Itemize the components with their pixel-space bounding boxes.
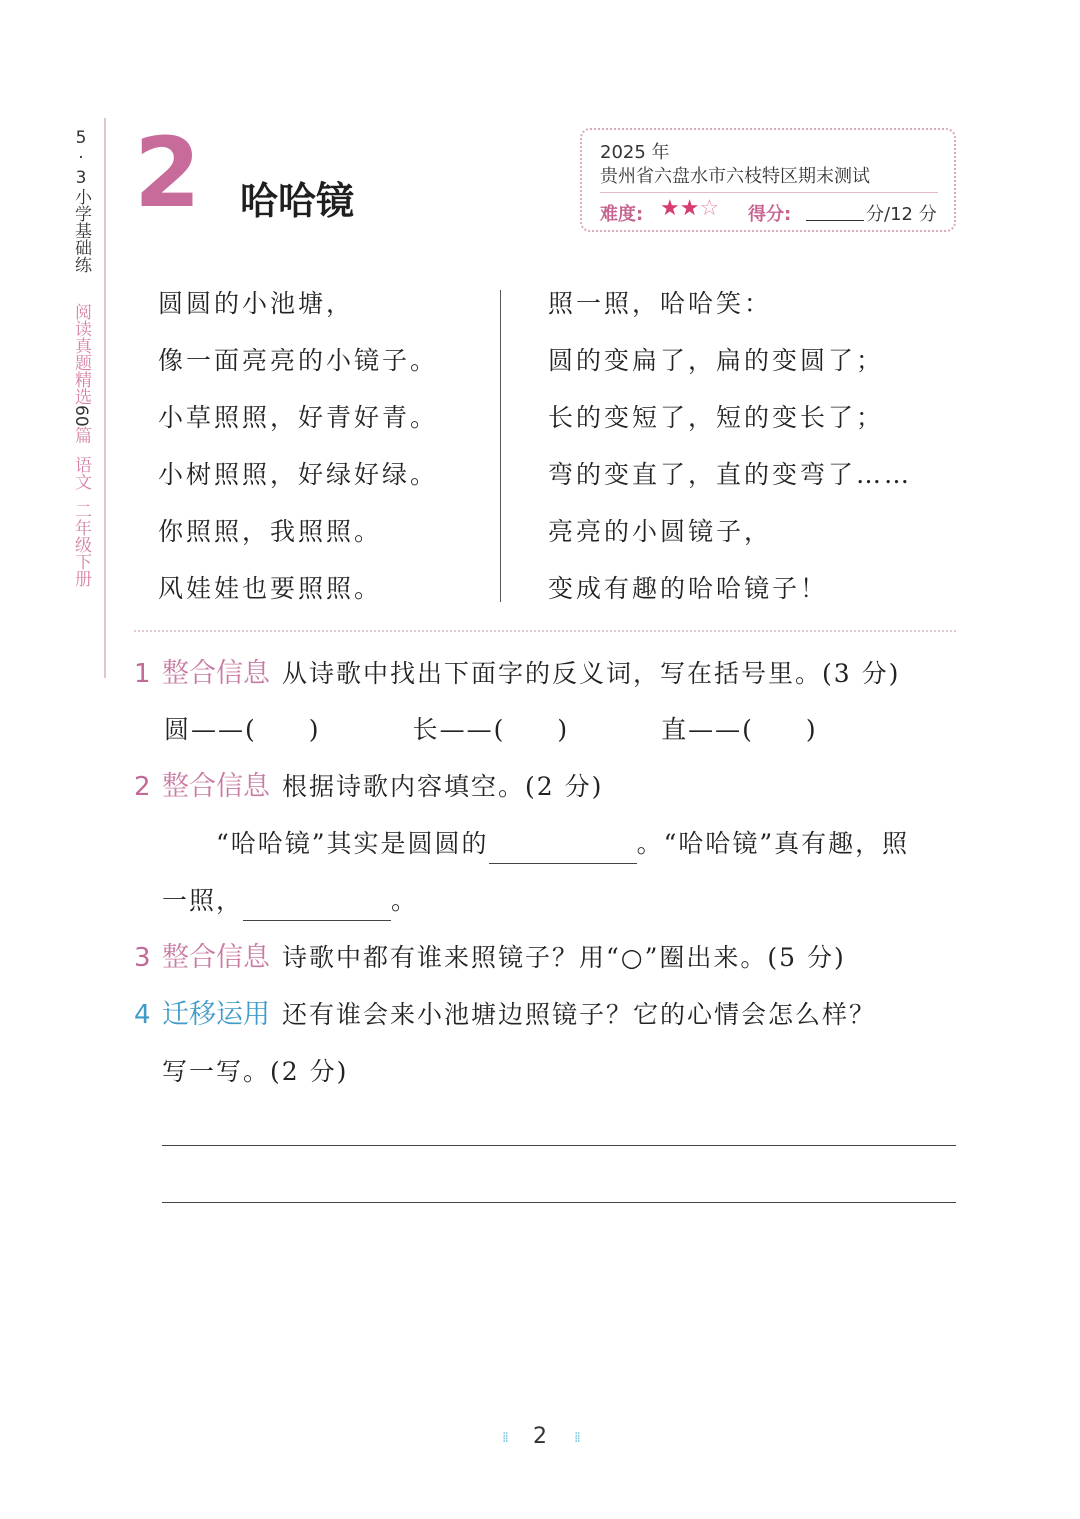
q1-item[interactable]	[164, 715, 321, 744]
q1-open: ——(	[191, 715, 257, 744]
question-4	[134, 995, 876, 1035]
poem-line: 风娃娃也要照照。	[158, 574, 383, 603]
lesson-title: 哈哈镜	[240, 179, 355, 223]
poem-line: 圆圆的小池塘，	[158, 289, 355, 318]
q1-char: 直	[661, 715, 689, 744]
q2-blank-2[interactable]	[243, 890, 391, 921]
page-number: 2	[533, 1424, 547, 1449]
q2-text: 。	[391, 886, 419, 915]
poem-right-column	[548, 282, 912, 624]
question-2	[134, 767, 603, 807]
exam-info-box	[580, 128, 956, 232]
q2-line-2	[162, 881, 418, 921]
answer-line[interactable]	[162, 1145, 956, 1146]
question-1	[134, 654, 900, 694]
q1-open: ——(	[688, 715, 754, 744]
poem-line: 小树照照，好绿好绿。	[158, 460, 439, 489]
difficulty-stars	[660, 196, 719, 221]
series-name: 5·3小学基础练	[71, 128, 91, 273]
answer-line[interactable]	[162, 1202, 956, 1203]
question-number: 2	[134, 772, 153, 802]
page-deco-left-icon: ⁞⁞	[502, 1430, 507, 1446]
section-divider	[134, 630, 956, 632]
book-name-part2: 篇	[71, 426, 91, 444]
poem-left-column	[158, 282, 438, 624]
poem-line: 像一面亮亮的小镜子。	[158, 346, 439, 375]
poem-line: 圆的变扁了，扁的变圆了；	[548, 346, 885, 375]
poem-line: 长的变短了，短的变长了；	[548, 403, 885, 432]
star-filled-icon: ★	[679, 196, 700, 221]
question-tag: 整合信息	[162, 658, 270, 689]
sidebar-divider	[104, 118, 106, 678]
q1-open: ——(	[439, 715, 506, 744]
star-empty-icon: ☆	[699, 196, 720, 221]
question-number: 4	[134, 1000, 153, 1030]
sidebar	[66, 128, 96, 587]
score-total: 分/12 分	[866, 204, 937, 225]
exam-year: 2025 年	[600, 142, 670, 163]
question-3	[134, 938, 846, 978]
question-tag: 迁移运用	[162, 999, 270, 1030]
question-number: 1	[134, 659, 153, 689]
poem-line: 弯的变直了，直的变弯了……	[548, 460, 913, 489]
score-blank[interactable]	[806, 220, 864, 221]
poem-line: 你照照，我照照。	[158, 517, 383, 546]
book-name-part1: 阅读真题精选	[71, 303, 91, 405]
question-number: 3	[134, 943, 153, 973]
q1-answer-row	[164, 710, 818, 750]
exam-source: 贵州省六盘水市六枝特区期末测试	[600, 166, 870, 187]
poem-line: 照一照，哈哈笑：	[548, 289, 773, 318]
book-name-number: 60	[71, 405, 91, 427]
subject-label: 语文	[71, 455, 91, 490]
q2-line-1	[216, 824, 909, 864]
question-text: 还有谁会来小池塘边照镜子？它的心情会怎么样？	[282, 1000, 877, 1029]
q1-item[interactable]	[661, 715, 818, 744]
score-label: 得分:	[748, 204, 792, 225]
q1-close: )	[805, 715, 818, 744]
page-deco-right-icon: ⁞⁞	[574, 1430, 579, 1446]
q2-text: 一照，	[162, 886, 244, 915]
difficulty-label: 难度:	[600, 204, 644, 225]
info-divider	[600, 192, 938, 193]
q1-char: 长	[412, 715, 440, 744]
star-filled-icon: ★	[660, 196, 680, 221]
book-name	[71, 303, 91, 444]
q2-text: “哈哈镜”其实是圆圆的	[216, 829, 489, 858]
poem-line: 亮亮的小圆镜子，	[548, 517, 773, 546]
q2-text: 。“哈哈镜”真有趣，照	[636, 829, 910, 858]
question-text: 诗歌中都有谁来照镜子？用“○”圈出来。(5 分)	[282, 943, 846, 972]
question-tag: 整合信息	[162, 771, 270, 802]
q1-item[interactable]	[413, 715, 570, 744]
question-tag: 整合信息	[162, 942, 270, 973]
grade-label: 二年级下册	[71, 501, 91, 587]
poem-line: 变成有趣的哈哈镜子！	[548, 574, 829, 603]
q1-close: )	[308, 715, 321, 744]
q1-close: )	[557, 715, 570, 744]
question-text: 从诗歌中找出下面字的反义词，写在括号里。(3 分)	[282, 659, 901, 688]
question-text: 根据诗歌内容填空。(2 分)	[282, 772, 604, 801]
lesson-number: 2	[134, 117, 201, 229]
poem-line: 小草照照，好青好青。	[158, 403, 439, 432]
q2-blank-1[interactable]	[489, 833, 637, 864]
q1-char: 圆	[164, 715, 192, 744]
q4-continuation: 写一写。(2 分)	[162, 1057, 349, 1086]
poem-divider	[500, 290, 501, 602]
